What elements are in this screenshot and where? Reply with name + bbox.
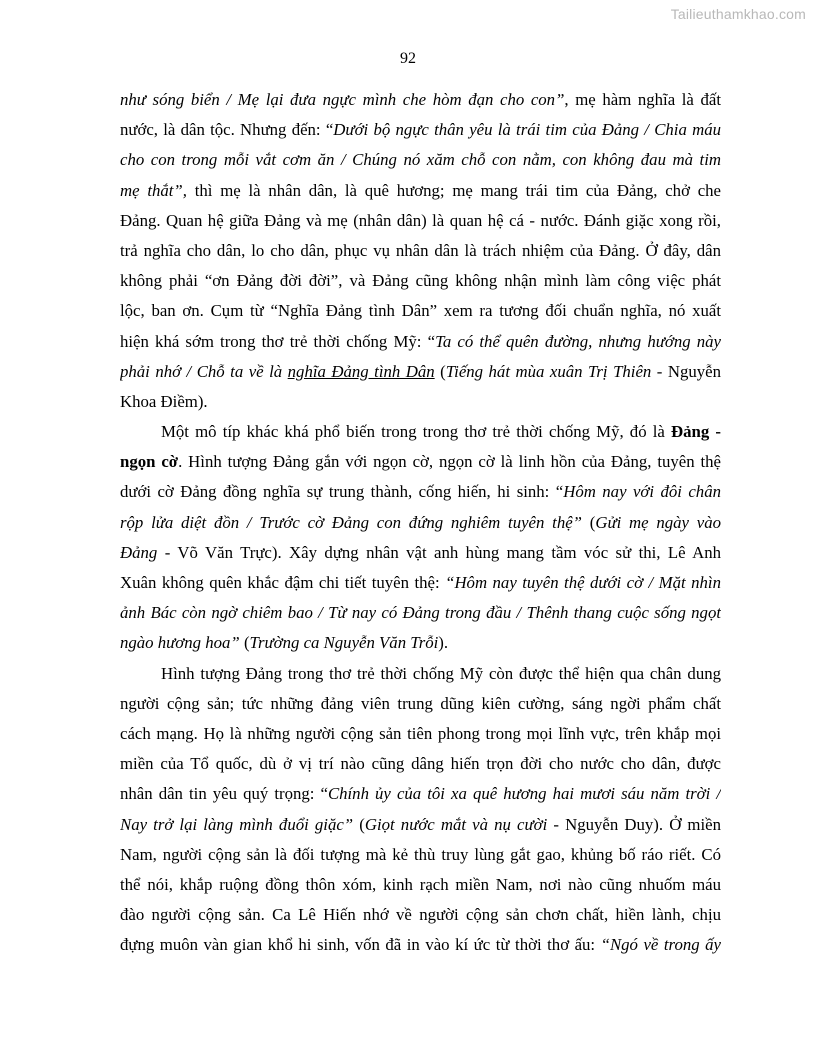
- text-line: [120, 206, 721, 236]
- text-line: [120, 779, 721, 809]
- text-line: [120, 719, 721, 749]
- text-run: Nam, người cộng sản là đối tượng mà kẻ thù truy lùng gắt gao, khủng bố ráo riết. Có: [120, 844, 721, 864]
- text-run: (: [582, 512, 596, 532]
- text-line: [120, 85, 721, 115]
- text-run: Gửi mẹ ngày vào: [595, 512, 721, 532]
- text-line: [120, 447, 721, 477]
- text-run: Giọt nước mắt và nụ cười: [364, 814, 548, 834]
- text-run: Dưới bộ ngực thân yêu là trái tim của Đảng / Chia máu: [333, 120, 721, 140]
- text-run: Một mô típ khác khá phổ biến trong trong thơ trẻ thời chống Mỹ, đó là: [161, 422, 672, 442]
- text-run: Hôm nay với đôi chân: [563, 482, 721, 502]
- text-run: thể nói, khắp ruộng đồng thôn xóm, kinh rạch miền Nam, nơi nào cũng nhuốm máu: [120, 874, 721, 894]
- text-run: nhân dân tin yêu quý trọng: “: [120, 784, 328, 804]
- text-line: [120, 749, 721, 779]
- text-line: [120, 598, 721, 628]
- text-run: (: [239, 633, 250, 653]
- text-line: [120, 930, 721, 960]
- text-run: Ta có thể quên đường, nhưng hướng này: [435, 331, 721, 351]
- text-run: Trường ca Nguyễn Văn Trỗi: [249, 633, 439, 653]
- text-run: đựng muôn vàn gian khổ hi sinh, vốn đã in vào kí ức từ thời thơ ấu:: [120, 935, 601, 955]
- text-run: , mẹ hàm nghĩa là đất: [564, 90, 721, 109]
- text-line: [120, 145, 721, 175]
- text-run: rộp lửa diệt đồn / Trước cờ Đảng con đứng nghiêm tuyên thệ”: [120, 512, 582, 532]
- text-line: [120, 266, 721, 296]
- text-line: [120, 870, 721, 900]
- text-run: Tiếng hát mùa xuân Trị Thiên: [445, 361, 652, 381]
- text-line: [120, 810, 721, 840]
- text-line: [120, 538, 721, 568]
- text-run: nước, là dân tộc. Nhưng đến: “: [120, 120, 334, 140]
- watermark-text: Tailieuthamkhao.com: [670, 6, 806, 22]
- text-line: [120, 900, 721, 930]
- text-run: không phải “ơn Đảng đời đời”, và Đảng cũng không nhận mình làm công việc phát: [120, 271, 721, 291]
- text-run: cách mạng. Họ là những người cộng sản tiên phong trong mọi lĩnh vực, trên khắp mọi: [120, 723, 721, 743]
- text-run: hiện khá sớm trong thơ trẻ thời chống Mỹ: “: [120, 331, 436, 351]
- text-line: [120, 840, 721, 870]
- text-line: [120, 568, 721, 598]
- text-line: [120, 115, 721, 145]
- text-run: trả nghĩa cho dân, lo cho dân, phục vụ nhân dân là trách nhiệm của Đảng. Ở đây, dân: [120, 240, 721, 260]
- text-line: [120, 659, 721, 689]
- text-line: [120, 628, 721, 658]
- text-run: ảnh Bác còn ngờ chiêm bao / Từ nay có Đảng trong đầu / Thênh thang cuộc sống ngọt: [120, 603, 721, 623]
- text-line: [120, 477, 721, 507]
- text-run: lộc, ban ơn. Cụm từ “Nghĩa Đảng tình Dân” xem ra tương đối chuẩn nghĩa, nó xuất: [120, 301, 721, 321]
- text-run: ).: [438, 633, 449, 653]
- text-run: - Nguyễn: [651, 361, 721, 381]
- text-run: (: [434, 361, 446, 381]
- text-run: - Nguyễn Duy). Ở miền: [547, 814, 721, 834]
- text-run: Khoa Điềm).: [120, 391, 208, 411]
- text-line: [120, 357, 721, 387]
- text-run: Xuân không quên khắc đậm chi tiết tuyên thệ:: [120, 573, 446, 592]
- text-run: - Võ Văn Trực). Xây dựng nhân vật anh hùng mang tầm vóc sử thi, Lê Anh: [157, 542, 721, 562]
- text-run: Chính ủy của tôi xa quê hương hai mươi sáu năm trời /: [327, 784, 721, 804]
- text-run: dưới cờ Đảng đồng nghĩa sự trung thành, cống hiến, hi sinh: “: [120, 482, 564, 502]
- text-line: [120, 689, 721, 719]
- text-run: nghĩa Đảng tình Dân: [287, 361, 435, 381]
- text-run: Nay trở lại làng mình đuổi giặc”: [120, 814, 354, 834]
- text-run: Đảng: [120, 542, 158, 562]
- text-run: cho con trong mỗi vắt cơm ăn / Chúng nó xăm chỗ con nằm, con không đau mà tim: [120, 150, 721, 170]
- text-run: (: [353, 814, 365, 834]
- text-run: thì mẹ là nhân dân, là quê hương; mẹ mang trái tim của Đảng, chở che: [186, 180, 721, 200]
- text-run: phải nhớ / Chỗ ta về là: [120, 361, 288, 381]
- text-run: “Ngó về trong ấy: [600, 935, 721, 955]
- text-line: [120, 176, 721, 206]
- body-text: [120, 85, 721, 960]
- text-run: Hình tượng Đảng trong thơ trẻ thời chống Mỹ còn được thể hiện qua chân dung: [161, 663, 721, 683]
- text-line: [120, 236, 721, 266]
- text-run: Đảng. Quan hệ giữa Đảng và mẹ (nhân dân) là quan hệ cá - nước. Đánh giặc xong rồi,: [120, 210, 721, 230]
- text-run: như sóng biển / Mẹ lại đưa ngực mình che hòm đạn cho con”: [120, 90, 565, 109]
- text-line: [120, 387, 721, 417]
- text-run: người cộng sản; tức những đảng viên trung dũng kiên cường, sáng ngời phẩm chất: [120, 693, 721, 713]
- text-line: [120, 417, 721, 447]
- text-run: đào người cộng sản. Ca Lê Hiến nhớ về người cộng sản chơn chất, hiền lành, chịu: [120, 905, 721, 925]
- text-run: miền của Tổ quốc, dù ở vị trí nào cũng dâng hiến trọn đời cho nước cho dân, được: [120, 754, 721, 774]
- text-run: mẹ thắt”,: [120, 180, 187, 200]
- text-run: . Hình tượng Đảng gắn với ngọn cờ, ngọn cờ là linh hồn của Đảng, tuyên thệ: [178, 452, 721, 472]
- text-run: ngọn cờ: [120, 452, 179, 472]
- text-run: Đảng -: [671, 422, 721, 442]
- text-run: “Hôm nay tuyên thệ dưới cờ / Mặt nhìn: [445, 573, 721, 592]
- text-line: [120, 508, 721, 538]
- text-line: [120, 327, 721, 357]
- text-run: ngào hương hoa”: [120, 633, 240, 653]
- text-line: [120, 296, 721, 326]
- page-number: 92: [400, 50, 416, 67]
